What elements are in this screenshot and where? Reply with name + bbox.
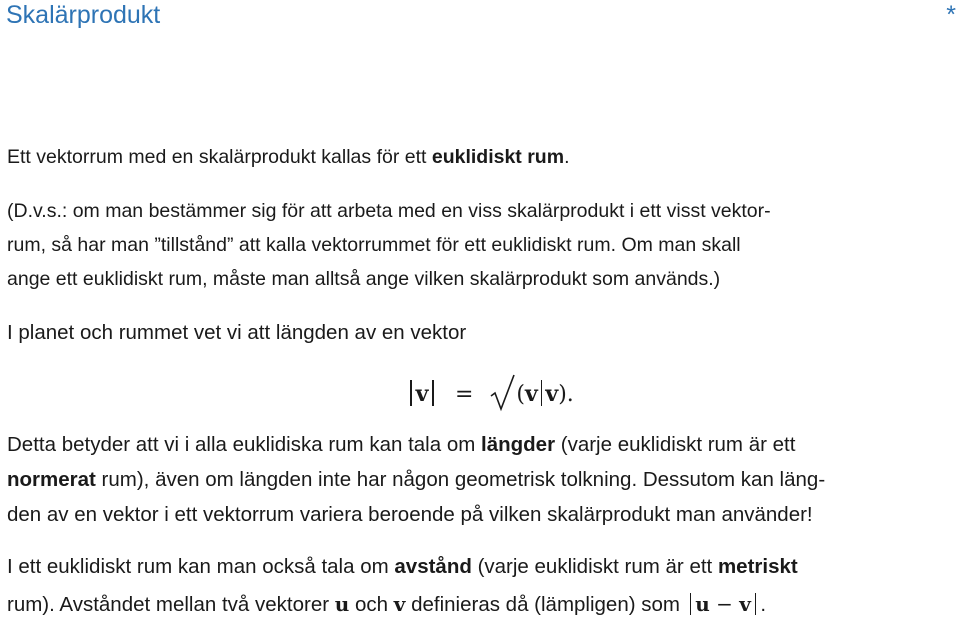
inner-product-bar [541,380,543,406]
square-root-sign [490,374,516,412]
distance-end: . [760,593,767,616]
distance-v: v [739,592,751,616]
formula-open-paren: ( [516,382,526,407]
metriskt-term: metriskt [717,555,798,578]
och-text: och [349,593,394,616]
normerat-term: normerat [7,468,96,491]
length-paragraph-line-1 [7,428,795,462]
vector-v: v [393,592,406,616]
formula-close-paren: ). [558,382,574,407]
note-line-2: rum, så har man ”tillstånd” att kalla vektorrummet för ett euklidiskt rum. Om man skall [7,234,741,256]
norm-bar-right [432,380,434,406]
formula-v2: v [545,381,559,407]
length-intro: I planet och rummet vet vi att längden av en vektor [7,321,467,344]
page-title: Skalärprodukt [6,1,161,29]
vector-u: u [334,592,350,616]
norm-bar-left [410,380,412,406]
note-line-3: ange ett euklidiskt rum, måste man alltså ange vilken skalärprodukt som används.) [7,268,721,290]
distance-text-a: I ett euklidiskt rum kan man också tala om [7,555,395,578]
distance-paragraph-line-1 [7,550,798,584]
langder-term: längder [481,433,556,456]
length-paragraph-line-3: den av en vektor i ett vektorrum variera beroende på vilken skalärprodukt man använder! [7,503,813,526]
definition-paragraph [7,140,569,174]
distance-bar-right [755,593,757,615]
distance-text-l2b: definieras då (lämpligen) som [405,593,686,616]
length-formula [406,372,574,416]
length-text-l2: rum), även om längden inte har någon geometrisk tolkning. Dessutom kan läng- [95,468,826,491]
euklidiskt-rum-term: euklidiskt rum [431,146,565,168]
asterisk-marker: * [946,1,956,29]
distance-text-c: (varje euklidiskt rum är ett [471,555,718,578]
distance-u: u [695,592,710,616]
length-text-a: Detta betyder att vi i alla euklidiska rum kan tala om [7,433,481,456]
definition-end: . [564,146,570,168]
definition-text: Ett vektorrum med en skalärprodukt kallas för ett [7,146,432,168]
distance-paragraph-line-2 [7,587,766,622]
distance-bar-left [690,593,692,615]
note-line-1: (D.v.s.: om man bestämmer sig för att arbeta med en viss skalärprodukt i ett visst vektor- [7,200,771,222]
length-text-c: (varje euklidiskt rum är ett [555,433,796,456]
avstand-term: avstånd [394,555,472,578]
length-paragraph-line-2 [7,463,825,497]
distance-text-l2a: rum). Avståndet mellan två vektorer [7,593,335,616]
formula-v: v [415,381,429,407]
formula-equals: = [454,382,474,407]
distance-minus: − [709,592,740,616]
formula-v1: v [525,381,538,407]
